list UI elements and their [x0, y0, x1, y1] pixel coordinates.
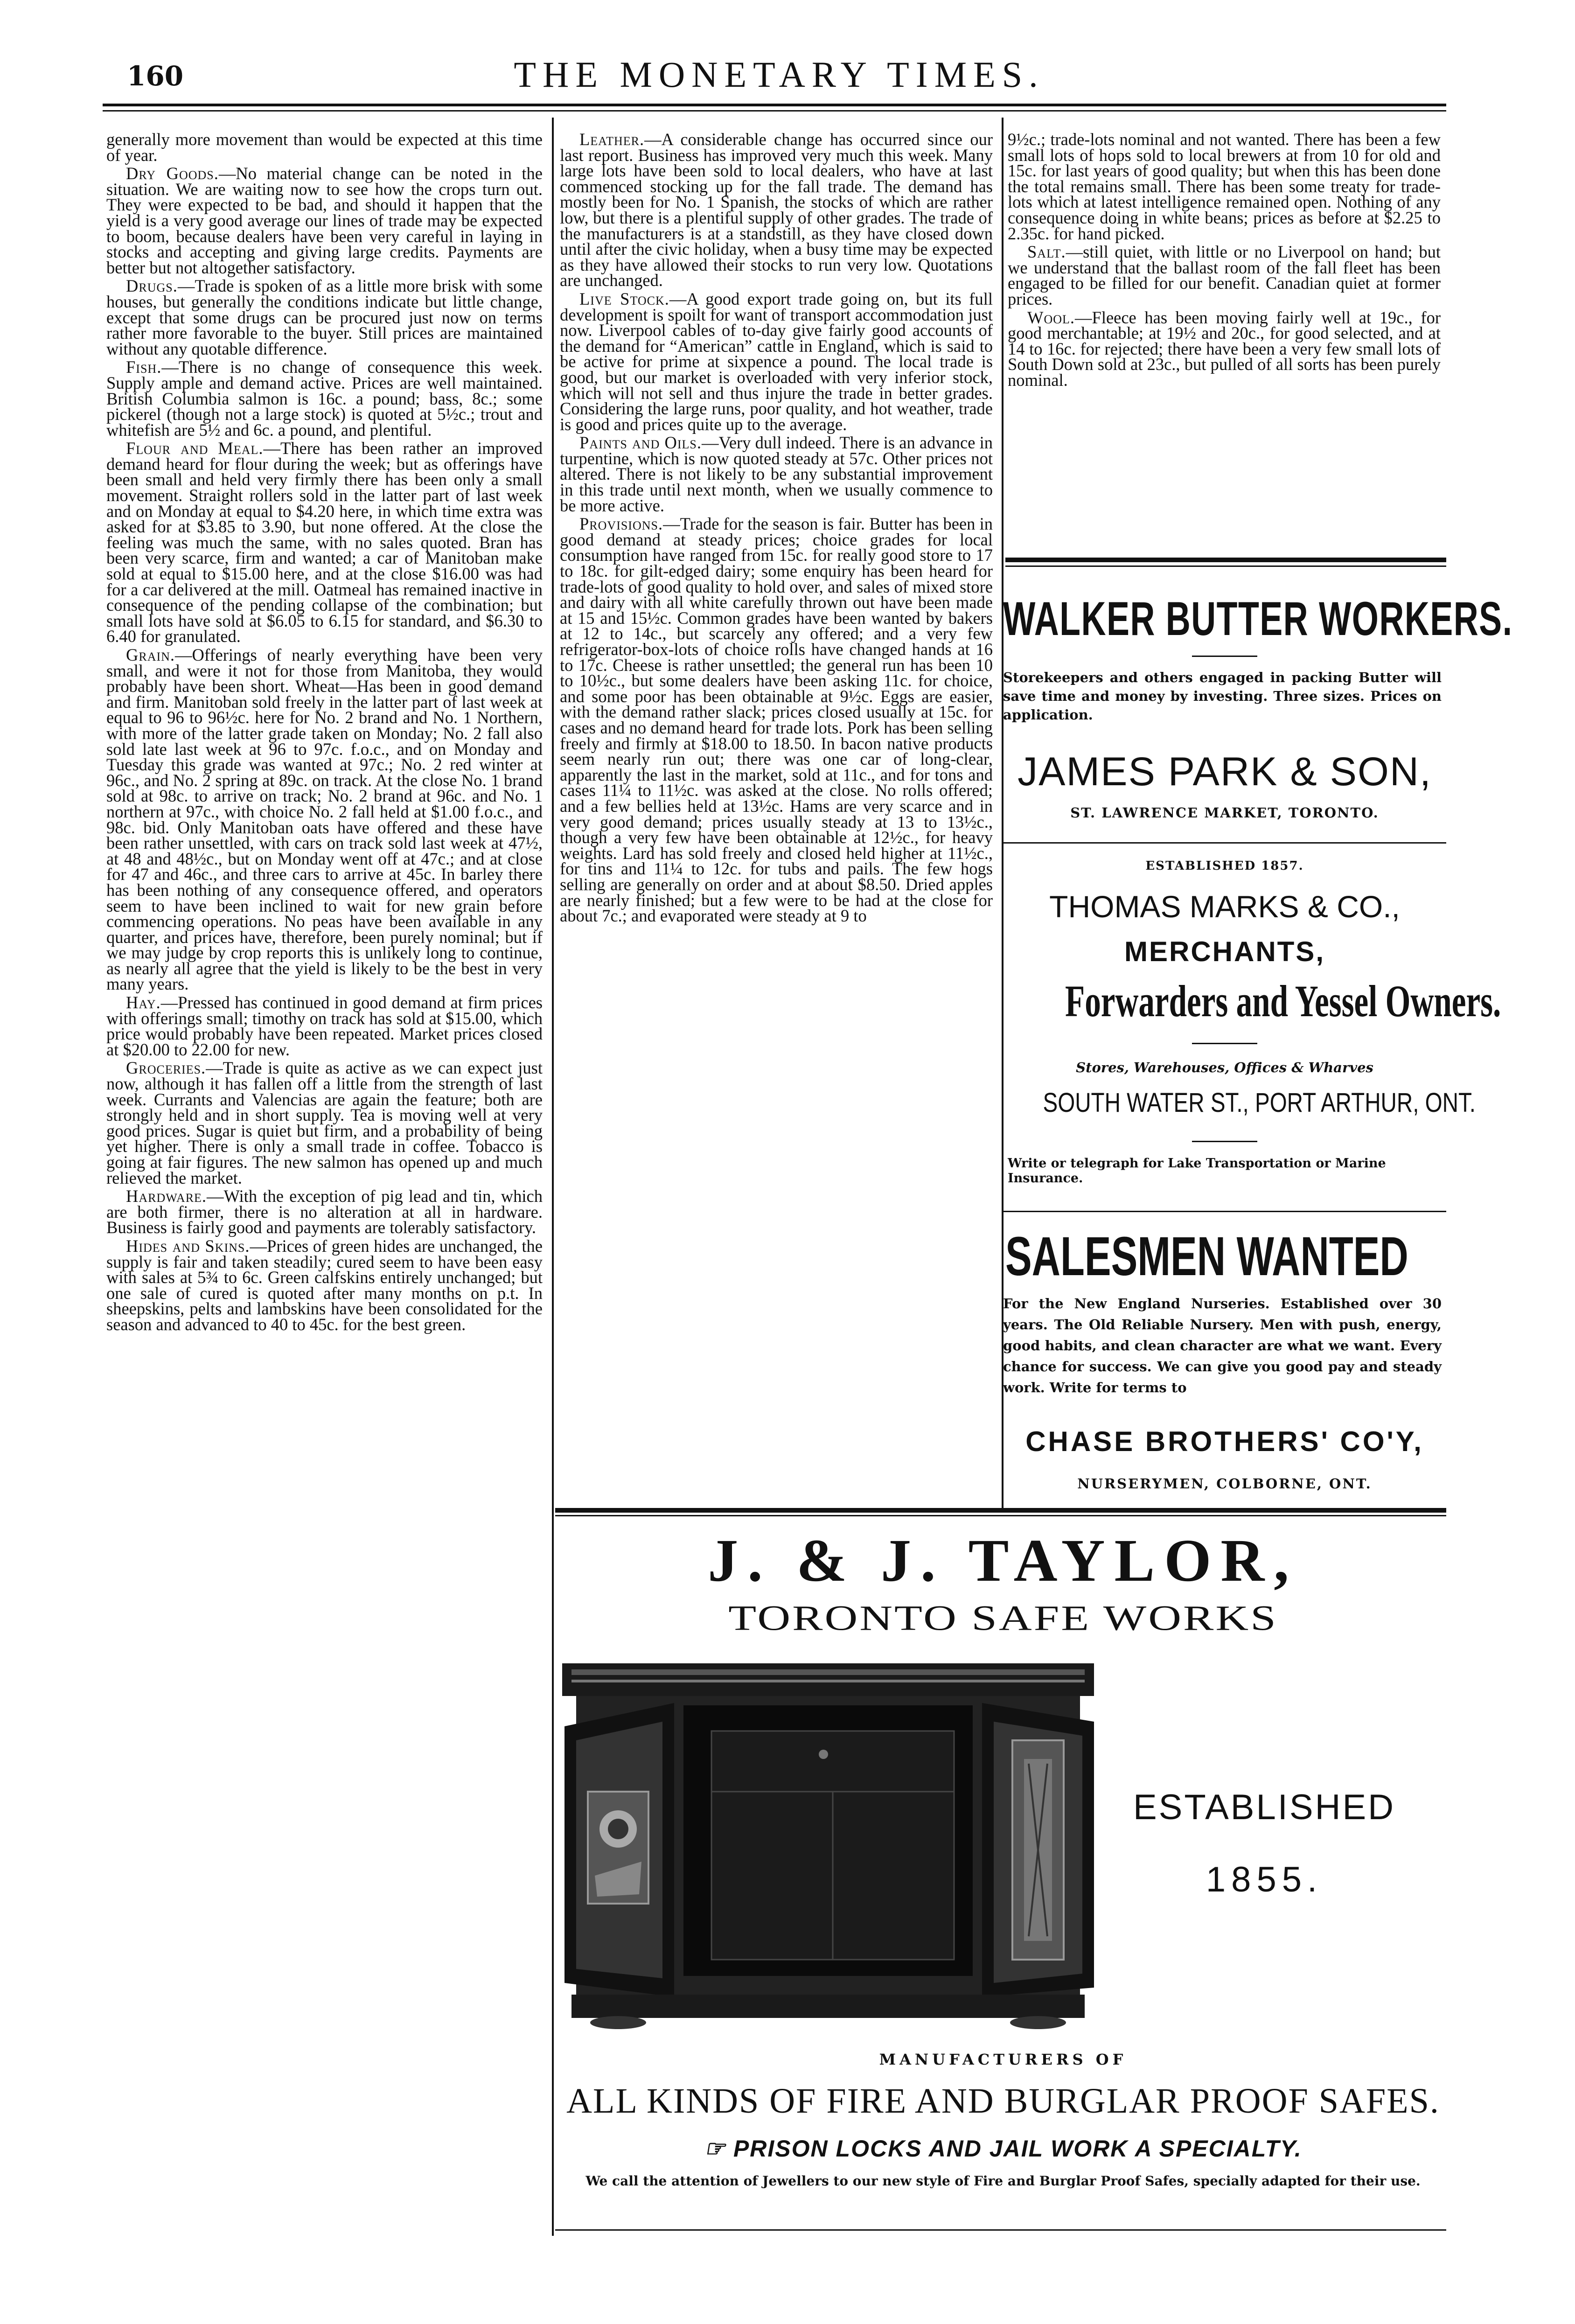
- hay-paragraph: [106, 995, 543, 1057]
- salt-paragraph: [1008, 244, 1441, 307]
- ad-separator-2: [1003, 842, 1446, 844]
- walker-ad-body: Storekeepers and others engaged in packing Butter will save time and money by investing. Three sizes. Prices on application.: [1003, 670, 1442, 723]
- grain-heading: Grain.: [126, 645, 175, 664]
- hides-paragraph: [106, 1238, 543, 1333]
- taylor-attention: We call the attention of Jewellers to our new style of Fire and Burglar Proof Safes, specially adapted for their use.: [585, 2173, 1421, 2189]
- provisions-paragraph: [560, 514, 993, 926]
- drugs-heading: Drugs.: [126, 276, 178, 296]
- taylor-kinds: ALL KINDS OF FIRE AND BURGLAR PROOF SAFES.: [566, 2081, 1440, 2121]
- flour-text: —There has been rather an improved demand heard for flour during the week; but as offerings have been small and held very firmly there has been only a small movement. Straight rollers sold in the latter part of last week and on Monday at equal to $4.20 here, in which time extra was asked for at $3.85 to 3.90, but none offered. At the close the feeling was much the same, with no sales quoted. Bran has been very scarce, firm and wanted; a car of Manitoban make sold at equal to $15.00 here, and at the close $16.00 was had for a car delivered at the mill. Oatmeal has remained inactive in consequence of the pending collapse of the combination; but small lots have sold at $6.05 to 6.15 for standard, and $6.30 to 6.40 for granulated.: [106, 439, 543, 646]
- ad-separator-3: [1003, 1211, 1446, 1212]
- header-rule-thin: [103, 110, 1446, 112]
- dry-goods-text: —No material change can be noted in the situation. We are waiting now to see how the crops turn out. They were expected to be bad, and should it happen that the yield is a very good average our lines of trade may be expected to boom, because dealers have been very careful in laying in stocks and accepting and giving large credits. Payments are better but not altogether satisfactory.: [106, 164, 543, 277]
- fish-heading: Fish.: [126, 357, 162, 377]
- james-park-firm: JAMES PARK & SON,: [1017, 749, 1432, 794]
- marks-merchants: MERCHANTS,: [1124, 936, 1325, 967]
- leather-heading: Leather.: [579, 130, 645, 149]
- taylor-title: J. & J. TAYLOR,: [708, 1527, 1298, 1594]
- marks-write: Write or telegraph for Lake Transportation or Marine Insurance.: [1008, 1156, 1386, 1186]
- column-1: [106, 132, 543, 1335]
- intro-paragraph: generally more movement than would be expected at this time of year.: [106, 130, 543, 165]
- marks-established: ESTABLISHED 1857.: [1145, 859, 1304, 873]
- wool-paragraph: [1008, 307, 1441, 390]
- livestock-paragraph: [560, 291, 993, 432]
- groceries-text: —Trade is quite as active as we can expect just now, although it has fallen off a little from the strength of last week. Currants and Valencias are again the feature; both are strongly held and in short supply. Tea is moving well at very good prices. Sugar is quiet but firm, and a probability of being yet higher. There is only a small trade in coffee. Tobacco is going at fair figures. The new salmon has opened up and much relieved the market.: [106, 1058, 543, 1187]
- hardware-text: —With the exception of pig lead and tin, which are both firmer, there is no alteration at all in hardware. Business is fairly good and payments are tolerably satisfactory.: [106, 1186, 543, 1237]
- flour-paragraph: [106, 440, 543, 644]
- taylor-prison-line: [560, 2135, 1446, 2162]
- safe-illustration: [562, 1661, 1099, 2034]
- leather-paragraph: [560, 132, 993, 288]
- taylor-bottom-rule: [555, 2229, 1446, 2231]
- wool-text: —Fleece has been moving fairly well at 19c., for good merchantable; at 19½ and 20c., for good selected, and at 14 to 16c. for rejected; there have been a very few small lots of South Down sold at 23c., but pulled of all sorts has been purely nominal.: [1008, 307, 1441, 390]
- marks-stores: Stores, Warehouses, Offices & Wharves: [1076, 1060, 1373, 1075]
- taylor-separator: [555, 1508, 1446, 1513]
- groceries-heading: Groceries.: [126, 1058, 206, 1078]
- chase-firm: CHASE BROTHERS' CO'Y,: [1025, 1426, 1424, 1457]
- hay-text: —Pressed has continued in good demand at firm prices with offerings small; timothy on track has sold at $15.00, which price would probably have been repeated. Market prices closed at $20.00 to 22.00 for new.: [106, 993, 543, 1059]
- provisions-heading: Provisions.: [579, 514, 663, 534]
- salesmen-body: For the New England Nurseries. Established over 30 years. The Old Reliable Nursery. Men with push, energy, good habits, and clean character are what we want. Every chance for success. We can give you good pay and steady work. Write for terms to: [1003, 1296, 1442, 1396]
- dry-goods-heading: Dry Goods.: [126, 164, 219, 183]
- hay-heading: Hay.: [126, 993, 161, 1012]
- grain-paragraph: [106, 647, 543, 992]
- taylor-separator-thin: [555, 1515, 1446, 1516]
- page-number: 160: [127, 60, 184, 92]
- provisions-text: —Trade for the season is fair. Butter has been in good demand at steady prices; choice grades for local consumption have ranged from 15c. for really good store to 17 to 18c. for gilt-edged dairy; some enquiry has been heard for trade-lots of good quality to hold over, and sales of mixed store and dairy with all white carefully thrown out have been made at 15 and 15½c. Common grades have been wanted by bakers at 12 to 14c., but scarcely any offered; and a very few refrigerator-box-lots of choice rolls have changed hands at 16 to 17c. Cheese is rather unsettled; the general run has been 10 to 10½c., but some dealers have been asking 11c. for choice, and some poor has been obtainable at 9½c. Eggs are easier, with the demand rather slack; prices closed usually at 15c. for cases and no demand heard for trade lots. Pork has been selling freely and firmly at $18.00 to 18.50. In bacon native products seem nearly run out; there was one car of long-clear, apparently the last in the market, sold at 11c., and for tons and cases 11¼ to 11½c. was asked at the close. No rolls offered; and a few bellies held at 13½c. Hams are very scarce and in very good demand; prices usually steady at 13 to 13½c., though a very few have been obtainable at 12½c., for heavy weights. Lard has sold freely and closed held higher at 11½c., for tins and 11¼ to 12c. for tubs and pails. The few hogs selling are generally on order and at about $8.50. Dried apples are nearly finished; but a few were to be had at the close for about 7c.; and evaporated were steady at 9 to: [560, 514, 993, 926]
- fish-paragraph: [106, 359, 543, 438]
- taylor-subtitle: TORONTO SAFE WORKS: [728, 1598, 1278, 1638]
- running-header: [117, 54, 1442, 100]
- livestock-heading: Live Stock.: [579, 289, 669, 308]
- chase-address: NURSERYMEN, COLBORNE, ONT.: [1077, 1476, 1372, 1492]
- ad-separator-top-thin: [1005, 565, 1446, 567]
- taylor-manufacturers: MANUFACTURERS OF: [879, 2051, 1127, 2068]
- marks-firm: THOMAS MARKS & CO.,: [1049, 889, 1400, 924]
- walker-ad-title: WALKER BUTTER WORKERS.: [1003, 592, 1513, 645]
- header-rule-thick: [103, 104, 1446, 106]
- wool-heading: Wool.: [1027, 307, 1075, 327]
- james-park-address: ST. LAWRENCE MARKET, TORONTO.: [1070, 805, 1379, 821]
- ad-separator-top: [1005, 558, 1446, 562]
- column-3: [1008, 132, 1441, 391]
- masthead: THE MONETARY TIMES.: [514, 54, 1045, 95]
- paints-heading: Paints and Oils.: [579, 433, 702, 453]
- column-divider-1: [552, 118, 554, 2236]
- taylor-established: ESTABLISHED: [1133, 1787, 1396, 1827]
- livestock-text: —A good export trade going on, but its full development is spoilt for want of transport accommodation just now. Liverpool cables of to-day give fairly good accounts of the demand for “American” cattle in England, which is said to be active for prime at sixpence a pound. The local trade is good, but our market is overloaded with very inferior stock, which will not sell and thus injure the trade in better grades. Considering the large runs, poor quality, and hot weather, trade is good and prices quite up to the average.: [560, 289, 993, 434]
- flour-heading: Flour and Meal.: [126, 439, 264, 458]
- taylor-established-year: 1855.: [1206, 1860, 1323, 1899]
- taylor-prison-text: PRISON LOCKS AND JAIL WORK A SPECIALTY.: [733, 2136, 1302, 2162]
- dry-goods-paragraph: [106, 166, 543, 275]
- groceries-paragraph: [106, 1060, 543, 1186]
- drugs-paragraph: [106, 278, 543, 356]
- fish-text: —There is no change of consequence this week. Supply ample and demand active. Prices are well maintained. British Columbia salmon is 16c. a pound; bass, 8c.; some pickerel (though not a large stock) is quoted at 5½c.; trout and whitefish are 5½ and 6c. a pound, and plentiful.: [106, 357, 543, 440]
- salt-text: —still quiet, with little or no Liverpool on hand; but we understand that the ballast room of the fall fleet has been engaged to be filled for our benefit. Canadian quiet at former prices.: [1008, 242, 1441, 308]
- hardware-heading: Hardware.: [126, 1186, 207, 1206]
- hides-heading: Hides and Skins.: [126, 1236, 250, 1256]
- marks-short-rule-1: [1192, 1043, 1257, 1044]
- marks-short-rule-2: [1192, 1141, 1257, 1142]
- leather-text: —A considerable change has occurred since our last report. Business has improved very much this week. Many large lots have been sold to local dealers, who have at last commenced stocking up for the fall trade. The demand has mostly been for No. 1 Spanish, the stocks of which are rather low, but there is a plentiful supply of other grades. The trade of the manufacturers is at a standstill, as they have closed down until after the civic holiday, when a busy time may be expected as they have allowed their stocks to run very low. Quotations are unchanged.: [560, 130, 993, 290]
- paints-paragraph: [560, 435, 993, 513]
- marks-address: SOUTH WATER ST., PORT ARTHUR, ONT.: [1043, 1088, 1476, 1118]
- marks-forwarders: Forwarders and Yessel Owners.: [1065, 976, 1501, 1026]
- walker-short-rule: [1192, 656, 1257, 657]
- salesmen-title: SALESMEN WANTED: [1005, 1226, 1408, 1287]
- pointing-hand-icon: ☞: [704, 2136, 726, 2162]
- salt-heading: Salt.: [1027, 242, 1066, 262]
- column-2: [560, 132, 993, 927]
- hides-text: —Prices of green hides are unchanged, the supply is fair and taken steadily; cured seem to have been easy with sales at 5¾ to 6c. Green calfskins entirely unchanged; but one sale of cured is quoted after many months on p.t. In sheepskins, pelts and lambskins have been consolidated for the season and advanced to 40 to 45c. for the best green.: [106, 1236, 543, 1334]
- provisions-continued: 9½c.; trade-lots nominal and not wanted. There has been a few small lots of hops sold to local brewers at from 10 for old and 15c. for last years of good quality; but when this has been done the total remains small. There has been some treaty for trade-lots which at latest intelligence remained open. Nothing of any consequence doing in white beans; prices as before at $2.25 to 2.35c. for hand picked.: [1008, 130, 1441, 243]
- grain-text: —Offerings of nearly everything have been very small, and were it not for those from Manitoba, they would probably have been short. Wheat—Has been in good demand and firm. Manitoban sold freely in the latter part of last week at equal to 96 to 96½c. here for No. 2 brand and No. 1 Northern, with more of the latter grade taken on Monday; No. 2 fall also sold late last week at 96 to 97c. f.o.c., and on Monday and Tuesday this grade was wanted at 97c.; No. 2 red winter at 96c., and No. 2 spring at 89c. on track. At the close No. 1 brand sold at 98c. to arrive on track; No. 2 brand at 96c. and No. 1 northern at 97c., with choice No. 2 fall held at $1.00 f.o.c., and 98c. bid. Only Manitoban oats have offered and these have been rather unsettled, with cars on track sold last week at 47½, at 48 and 48½c., but on Monday went off at 47c.; and at close for 47 and 46c., and three cars to arrive at 45c. In barley there has been nothing of any consequence offered, and operators seem to have been inclined to wait for new grain before commencing operations. No peas have been available in any quarter, and prices have, therefore, been purely nominal; but if we may judge by crop reports this is unlikely long to continue, as nearly all agree that the yield is likely to be the best in very many years.: [106, 645, 543, 994]
- paints-text: —Very dull indeed. There is an advance in turpentine, which is now quoted steady at 57c. Other prices not altered. There is not likely to be any substantial improvement in this trade until next month, when we usually commence to be more active.: [560, 433, 993, 515]
- drugs-text: —Trade is spoken of as a little more brisk with some houses, but generally the conditions indicate but little change, except that some drugs can be procured just now on terms rather more favorable to the buyer. Still prices are maintained without any quotable difference.: [106, 276, 543, 358]
- hardware-paragraph: [106, 1188, 543, 1235]
